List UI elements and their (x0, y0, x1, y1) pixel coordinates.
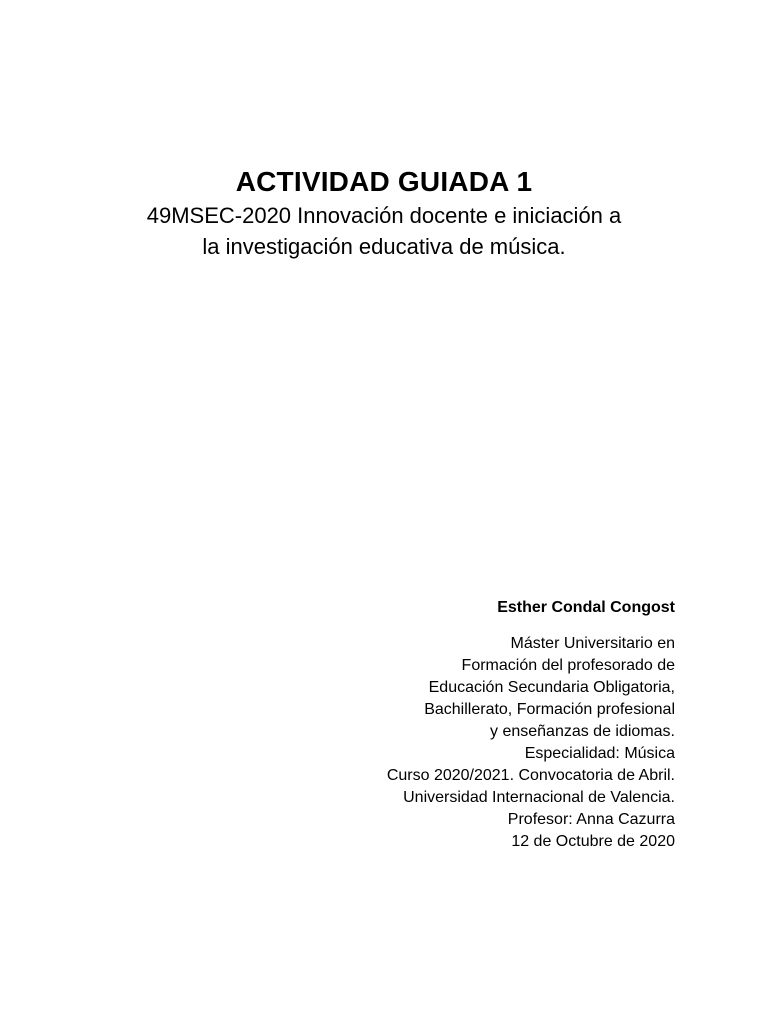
detail-line: Bachillerato, Formación profesional (424, 701, 675, 718)
specialty-line: Especialidad: Música (524, 745, 675, 762)
detail-line: Máster Universitario en (510, 635, 675, 652)
subtitle-line-2: la investigación educativa de música. (202, 234, 566, 259)
university-line: Universidad Internacional de Valencia. (403, 789, 675, 806)
document-title: ACTIVIDAD GUIADA 1 (235, 166, 533, 197)
course-line: Curso 2020/2021. Convocatoria de Abril. (386, 767, 675, 784)
author-name: Esther Condal Congost (497, 599, 675, 616)
subtitle-line-1: 49MSEC-2020 Innovación docente e iniciación a (146, 203, 622, 228)
professor-line: Profesor: Anna Cazurra (507, 811, 675, 828)
detail-line: Formación del profesorado de (461, 657, 675, 674)
date-line: 12 de Octubre de 2020 (511, 833, 675, 850)
detail-line: y enseñanzas de idiomas. (490, 723, 675, 740)
title-block (0, 164, 768, 262)
author-info-block (255, 597, 675, 853)
detail-line: Educación Secundaria Obligatoria, (428, 679, 675, 696)
